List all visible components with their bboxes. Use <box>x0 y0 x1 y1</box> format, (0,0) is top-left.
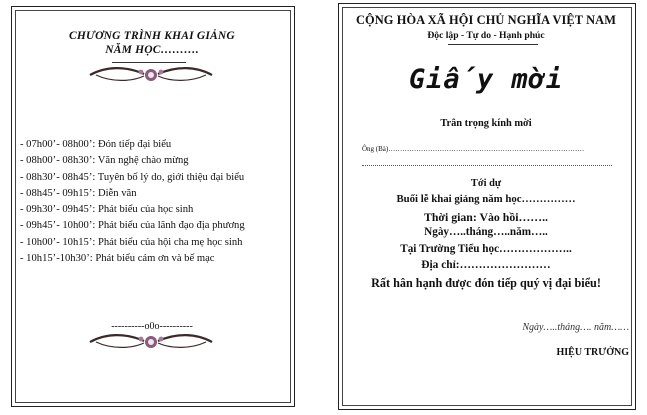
program-card <box>0 0 304 415</box>
agenda-list <box>20 137 245 267</box>
motto-underline <box>448 44 538 45</box>
document-title: Giấy mời <box>408 64 564 95</box>
nation-heading: CỘNG HÒA XÃ HỘI CHỦ NGHĨA VIỆT NAM <box>355 13 617 27</box>
event-line: Buổi lễ khai giảng năm học…………… <box>396 193 576 205</box>
dotted-line <box>362 164 612 166</box>
guest-name-field: Ông (Bà)………………………………………………………………………… <box>362 145 585 153</box>
floral-ornament-icon <box>86 64 216 86</box>
program-year: NĂM HỌC………. <box>105 44 199 56</box>
end-mark: ----------o0o---------- <box>111 321 193 332</box>
signature-date: Ngày…..tháng…. năm…… <box>522 322 629 333</box>
agenda-item: - 10h00’- 10h15’: Phát biểu của hội cha mẹ học sinh <box>20 236 243 248</box>
date-line: Ngày…..tháng…..năm….. <box>424 226 548 238</box>
agenda-item: - 07h00’- 08h00’: Đón tiếp đại biểu <box>20 139 172 150</box>
agenda-item: - 10h15’-10h30’: Phát biểu cảm ơn và bế mạc <box>20 253 215 265</box>
agenda-item: - 09h45’- 10h00’: Phát biểu của lãnh đạo địa phương <box>20 220 245 232</box>
program-title: CHƯƠNG TRÌNH KHAI GIẢNG <box>69 30 235 42</box>
motto: Độc lập - Tự do - Hạnh phúc <box>427 30 545 41</box>
time-line: Thời gian: Vào hồi…….. <box>424 210 548 224</box>
agenda-item: - 08h45’- 09h15’: Diễn văn <box>20 187 137 199</box>
agenda-item: - 08h00’- 08h30’: Văn nghệ chào mừng <box>20 155 189 167</box>
title-underline <box>112 62 186 63</box>
honor-line: Rất hân hạnh được đón tiếp quý vị đại biểu! <box>371 276 601 290</box>
place-line: Tại Trường Tiểu học……………….. <box>400 243 572 255</box>
agenda-item: - 09h30’- 09h45’: Phát biểu của học sinh <box>20 204 194 216</box>
respect-line: Trân trọng kính mời <box>440 118 532 129</box>
invitation-card <box>336 0 647 415</box>
to-attend: Tới dự <box>470 178 502 189</box>
address-line: Địa chỉ:…………………… <box>421 259 551 271</box>
principal-signature: HIỆU TRƯỞNG <box>556 347 629 358</box>
agenda-item: - 08h30’- 08h45’: Tuyên bố lý do, giới thiệu đại biểu <box>20 171 245 183</box>
floral-ornament-icon <box>86 331 216 353</box>
